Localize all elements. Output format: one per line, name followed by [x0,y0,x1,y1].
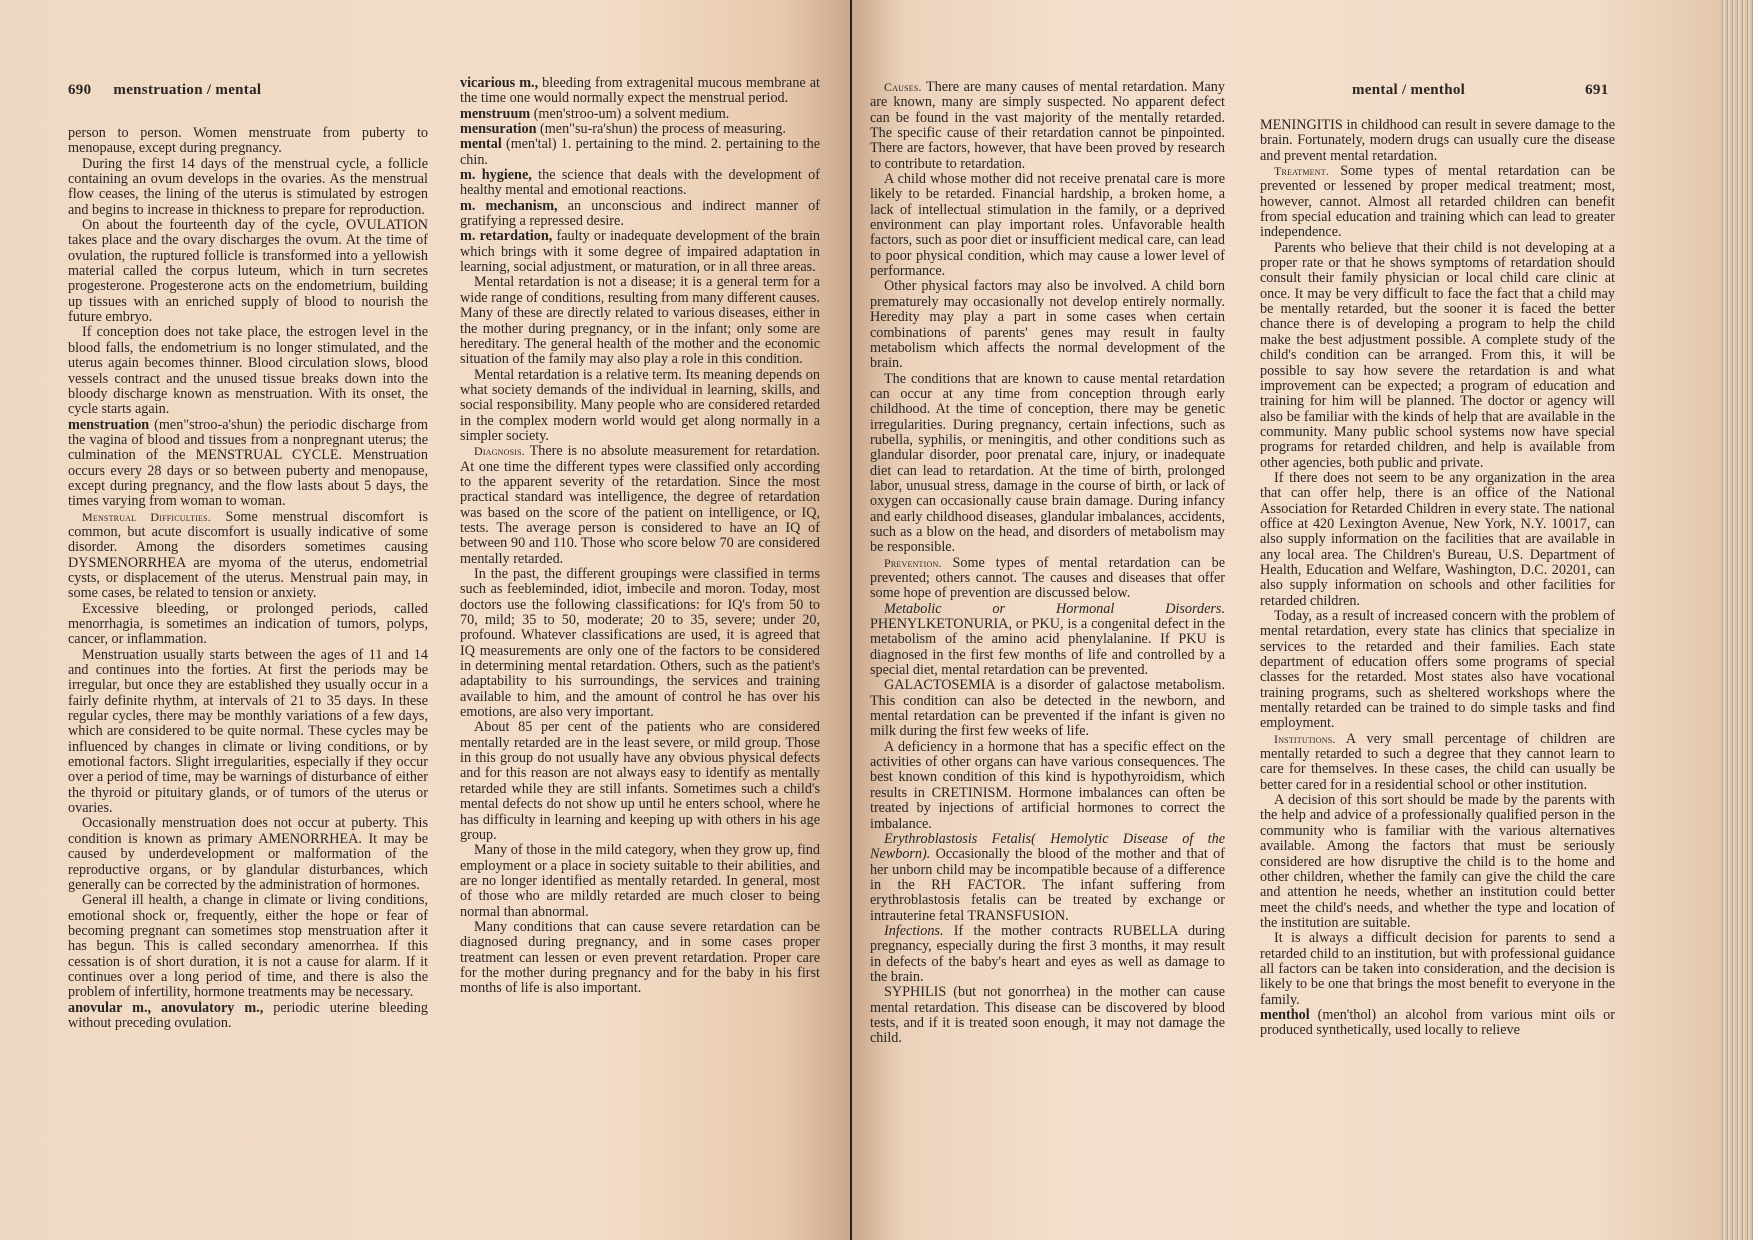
headword: menstruum [460,105,531,122]
section-heading: Institutions. [1274,731,1336,746]
left-running-head [68,82,261,99]
body-text: (men'thol) an alcohol from various mint oils or produced synthetically, used locally to relieve [1260,1006,1615,1039]
body-text: There is no absolute measurement for retardation. At one time the different types were classified only according to the apparent severity of the retardation. Since the most practical standard was intelligence, the degree of retardation was based on the score of the patient on intelligence, or IQ, tests. The average person is considered to have an IQ of between 90 and 110. Those who score below 70 are considered mentally retarded. [460,443,820,567]
left-running-head-text: menstruation / mental [113,82,262,98]
body-text: SYPHILIS (but not gonorrhea) in the mother can cause mental retardation. This disease can be discovered by blood tests, and if it is treated soon enough, it may not damage the child. [870,984,1225,1047]
subheading: Metabolic or Hormonal Disorders. [884,600,1225,617]
body-text: PHENYLKETONURIA, or PKU, is a congenital defect in the metabolism of the amino acid phenylalanine. If PKU is diagnosed in the first few months of life and controlled by a special diet, mental retardation can be prevented. [870,616,1225,679]
body-text: Many conditions that can cause severe retardation can be diagnosed during pregnancy, and in some cases proper treatment can lessen or even prevent retardation. Proper care for the mother during pregnancy and for the baby in his first months of life is also important. [460,918,820,997]
paragraph [1260,609,1615,732]
paragraph [870,372,1225,556]
paragraph [460,920,820,997]
body-text: MENINGITIS in childhood can result in severe damage to the brain. Fortunately, modern drugs can usually cure the disease and prevent mental retardation. [1260,117,1615,164]
paragraph [870,80,1225,172]
paragraph [460,76,820,107]
body-text: General ill health, a change in climate or living conditions, emotional shock or, frequently, either the hope or fear of becoming pregnant can sometimes stop menstruation after it has begun. This is called secondary amenorrhea. If this cessation is of short duration, it is not a cause for alarm. If it continues over a long period of time, and there is also the problem of infertility, hormone treatments may be necessary. [68,892,428,1001]
body-text: (men"su-ra'shun) the process of measuring. [536,121,786,138]
body-text: faulty or inadequate development of the brain which brings with it some degree of impaired adaptation in learning, social adjustment, or maturation, or in all three areas. [460,228,820,276]
body-text: periodic uterine bleeding without preceding ovulation. [68,999,428,1031]
paragraph [68,157,428,218]
headword: menstruation [68,416,150,433]
body-text: Parents who believe that their child is not developing at a proper rate or that he shows symptoms of retardation should consult their family physician or local child care clinic at once. It may be very difficult to face the fact that a child may be mentally retarded, but the sooner it is faced the better chance there is of developing a program to help the child make the best adjustment possible. A complete study of the child's condition can be arranged. From this, it will be possible to say how severe the retardation is and what improvement can be expected; a program of education and training for him will be planned. The doctor or agency will also be familiar with the kinds of help that are available in the community. Many public school systems now have special programs for retarded children, and help is available from other agencies, both public and private. [1260,239,1615,471]
paragraph [1260,241,1615,471]
body-text: About 85 per cent of the patients who are considered mentally retarded are in the least severe, or mild group. Those in this group do not usually have any obvious physical defects and for this reason are not always easy to identify as mentally retarded while they are still infants. Sometimes such a child's mental defects do not show up until he enters school, where he has difficulty in learning and keeping up with others in his age group. [460,719,820,843]
paragraph [870,556,1225,602]
book-page-edges [1720,0,1753,1240]
headword: mental [460,136,502,153]
paragraph [460,168,820,199]
paragraph [460,843,820,920]
body-text: Some menstrual discomfort is common, but acute discomfort is usually indicative of some disorder. Among the disorders sometimes causing DYSMENORRHEA are myoma of the uterus, endometrial cysts, or displacement of the uterus. Menstrual pain may, in some cases, be related to tension or anxiety. [68,508,428,602]
headword: anovular m., anovulatory m., [68,999,264,1016]
body-text: Occasionally the blood of the mother and that of her unborn child may be incompatible because of a difference in the RH FACTOR. The infant suffering from erythroblastosis fetalis can be treated by exchange or intrauterine fetal TRANSFUSION. [870,846,1225,924]
body-text: Some types of mental retardation can be prevented or lessened by proper medical treatment; most, however, cannot. Almost all retarded children can benefit from special education and training which can lead to greater independence. [1260,163,1615,241]
paragraph [1260,931,1615,1008]
right-page-number: 691 [1585,82,1609,98]
body-text: Today, as a result of increased concern with the problem of mental retardation, every state has clinics that specialize in services to the retarded and their families. Each state department of education offers some programs of special classes for the retarded. Most states also have vocational training programs, such as sheltered workshops where the mentally retarded can be trained to do simple tasks and find employment. [1260,608,1615,732]
right-column-2 [1260,118,1615,1039]
paragraph [870,740,1225,832]
body-text: A decision of this sort should be made by the parents with the help and advice of a professionally qualified person in the community who is familiar with the various alternatives available. Among the factors that must be seriously considered are how disruptive the child is to the home and other children, whether the family can give the child the care and attention he needs, whether an institution could better meet the child's needs, and whether the type and location of the institution are suitable. [1260,792,1615,931]
subheading: Erythroblastosis Fetalis( Hemolytic Disease of the Newborn). [870,830,1225,863]
paragraph [460,137,820,168]
body-text: bleeding from extragenital mucous membrane at the time one would normally expect the menstrual period. [460,75,820,107]
right-page [852,0,1722,1240]
paragraph [460,107,820,122]
section-heading: Prevention. [884,555,942,570]
paragraph [870,985,1225,1046]
body-text: GALACTOSEMIA is a disorder of galactose metabolism. This condition can also be detected in the newborn, and mental retardation can be prevented if the infant is given no milk during the first few weeks of life. [870,677,1225,740]
body-text: A very small percentage of children are mentally retarded to such a degree that they cannot learn to care for themselves. In these cases, the child can usually be better cared for in a residential school or other institution. [1260,730,1615,793]
section-heading: Diagnosis. [474,444,526,459]
left-page-number: 690 [68,82,92,98]
left-column-1 [68,126,428,1031]
paragraph [870,678,1225,739]
section-heading: Treatment. [1274,164,1329,179]
paragraph [68,510,428,602]
body-text: (men'stroo-um) a solvent medium. [530,105,730,122]
paragraph [68,325,428,417]
paragraph [460,720,820,843]
body-text: During the first 14 days of the menstrual cycle, a follicle containing an ovum develops in the ovaries. As the menstrual flow ceases, the lining of the uterus is stimulated by estrogen and begins to increase in thickness to prepare for reproduction. [68,155,428,218]
right-running-head [1352,82,1609,99]
body-text: A deficiency in a hormone that has a specific effect on the activities of other organs can have various consequences. The best known condition of this kind is hypothyroidism, which results in CRETINISM. Hormone imbalances can often be treated by injections of artificial hormones to correct the imbalance. [870,738,1225,832]
paragraph [1260,164,1615,241]
paragraph [1260,732,1615,793]
paragraph [460,122,820,137]
headword: m. retardation, [460,228,553,245]
headword: menthol [1260,1006,1310,1023]
body-text: If conception does not take place, the estrogen level in the blood falls, the endometrium is no longer stimulated, and the uterus again becomes thinner. Blood circulation slows, blood vessels contract and the unused tissue breaks down into the bloody discharge known as menstruation. With its onset, the cycle starts again. [68,324,428,418]
left-page [0,0,850,1240]
body-text: Other physical factors may also be involved. A child born prematurely may occasionally not develop entirely normally. Heredity may play a part in some cases when certain combinations of parents' genes may result in faulty metabolism which affects the normal development of the brain. [870,278,1225,372]
paragraph [870,172,1225,279]
headword: m. hygiene, [460,167,532,184]
paragraph [1260,118,1615,164]
body-text: A child whose mother did not receive prenatal care is more likely to be retarded. Financial hardship, a broken home, a lack of intellectual stimulation in the family, or a deprived environment can play important roles. Unfavorable health factors, such as poor diet or insufficient medical care, can lead to poor physical condition, which may cause a lower level of performance. [870,171,1225,280]
body-text: (men'tal) 1. pertaining to the mind. 2. pertaining to the chin. [460,136,820,168]
right-column-1 [870,80,1225,1047]
paragraph [460,368,820,445]
headword: vicarious m., [460,75,539,91]
body-text: If the mother contracts RUBELLA during pregnancy, especially during the first 3 months, it may result in defects of the baby's heart and eyes as well as damage to the brain. [870,922,1225,985]
paragraph [1260,471,1615,609]
headword: m. mechanism, [460,197,558,214]
paragraph [68,218,428,325]
paragraph [68,816,428,893]
paragraph [870,924,1225,985]
paragraph [68,1001,428,1032]
body-text: In the past, the different groupings were classified in terms such as feebleminded, idiot, imbecile and moron. Today, most doctors use the following classifications: for IQ's from 50 to 70, mild; 35 to 50, moderate; 20 to 35, severe; under 20, profound. Whatever classifications are used, it is agreed that IQ measurements are only one of the factors to be considered in determining mental retardation. Others, such as the patient's adaptability to his surroundings, the services and training available to him, and the amount of control he has over his emotions, are also very important. [460,566,820,721]
body-text: On about the fourteenth day of the cycle, OVULATION takes place and the ovary discharges the ovum. At the time of ovulation, the ruptured follicle is transformed into a yellowish material called the corpus luteum, which in turn secretes progesterone. Progesterone acts on the endometrium, building up tissues with an enriched supply of blood to nourish the future embryo. [68,217,428,326]
body-text: (men"stroo-a'shun) the periodic discharge from the vagina of blood and tissues from a nonpregnant uterus; the culmination of the MENSTRUAL CYCLE. Menstruation occurs every 28 days or so between puberty and menopause, except during pregnancy, and the flow lasts about 5 days, the times varying from woman to woman. [68,416,428,510]
paragraph [460,444,820,567]
left-column-2 [460,76,820,997]
paragraph [68,893,428,1000]
paragraph [460,275,820,367]
paragraph [870,602,1225,679]
paragraph [460,199,820,230]
paragraph [68,418,428,510]
body-text: If there does not seem to be any organization in the area that can offer help, there is an office of the National Association for Retarded Children in every state. The national office at 420 Lexington Avenue, New York, N.Y. 10017, can also supply information on the facilities that are available in any local area. The Children's Bureau, U.S. Department of Health, Education and Welfare, Washington, D.C. 20201, can also supply information on schools and other facilities for retarded children. [1260,469,1615,609]
paragraph [870,832,1225,924]
headword: mensuration [460,121,537,138]
body-text: an unconscious and indirect manner of gratifying a repressed desire. [460,197,821,230]
body-text: The conditions that are known to cause mental retardation can occur at any time from conception through early childhood. At the time of conception, there may be genetic irregularities. During pregnancy, certain infections, such as rubella, syphilis, or meningitis, and other conditions such as glandular disorder, poor prenatal care, injury, or inadequate diet can lead to retardation. At the time of birth, prolonged labor, unusual stress, damage in the course of birth, or lack of oxygen can occasionally cause brain damage. During infancy and early childhood diseases, glandular imbalances, accidents, such as a blow on the head, and disorders of metabolism may be responsible. [870,370,1225,556]
paragraph [460,229,820,275]
body-text: It is always a difficult decision for parents to send a retarded child to an institution, but with professional guidance all factors can be taken into consideration, and the decision is likely to be one that brings the most benefit to everyone in the family. [1260,930,1615,1008]
section-heading: Menstrual Difficulties. [82,509,211,524]
paragraph [1260,793,1615,931]
body-text: Many of those in the mild category, when they grow up, find employment or a place in society suitable to their abilities, and are no longer identified as mentally retarded. In general, most of those who are mildly retarded are much closer to being normal than abnormal. [460,842,820,920]
body-text: Mental retardation is a relative term. Its meaning depends on what society demands of the individual in learning, skills, and social responsibility. Many people who are considered retarded in the complex modern world would get along normally in a simpler society. [460,366,820,444]
paragraph [68,126,428,157]
body-text: the science that deals with the development of healthy mental and emotional reactions. [460,167,820,199]
body-text: Menstruation usually starts between the ages of 11 and 14 and continues into the forties. At first the periods may be irregular, but once they are established they usually occur in a fairly definite rhythm, at intervals of 21 to 35 days. In these regular cycles, there may be monthly variations of a few days, which are considered to be quite normal. These cycles may be influenced by changes in climate or living conditions, or by emotional factors. Slight irregularities, especially if they occur over a period of time, may be warnings of disturbance of either the thyroid or pituitary glands, or of tumors of the uterus or ovaries. [68,646,428,817]
paragraph [68,602,428,648]
paragraph [870,279,1225,371]
section-heading: Causes. [884,80,922,94]
body-text: Some types of mental retardation can be prevented; others cannot. The causes and diseases that offer some hope of prevention are discussed below. [870,554,1225,602]
body-text: Occasionally menstruation does not occur at puberty. This condition is known as primary AMENORRHEA. It may be caused by underdevelopment or malformation of the reproductive organs, or by glandular disturbances, which generally can be corrected by the administration of hormones. [68,815,428,893]
paragraph [68,648,428,817]
body-text: There are many causes of mental retardation. Many are known, many are simply suspected. No apparent defect can be found in the vast majority of the mentally retarded. The specific cause of their retardation cannot be pinpointed. There are factors, however, that have been proved by research to contribute to retardation. [870,79,1225,172]
subheading: Infections. [884,922,944,939]
paragraph [1260,1008,1615,1039]
right-running-head-text: mental / menthol [1352,82,1466,98]
body-text: person to person. Women menstruate from puberty to menopause, except during pregnancy. [68,125,428,157]
body-text: Mental retardation is not a disease; it is a general term for a wide range of conditions, resulting from many different causes. Many of these are directly related to various diseases, either in the mother during pregnancy, or in the infant; only some are hereditary. The general health of the mother and the economic situation of the family may also play a role in this condition. [460,274,820,368]
body-text: Excessive bleeding, or prolonged periods, called menorrhagia, is sometimes an indication of tumors, polyps, cancer, or inflammation. [68,600,428,648]
paragraph [460,567,820,720]
